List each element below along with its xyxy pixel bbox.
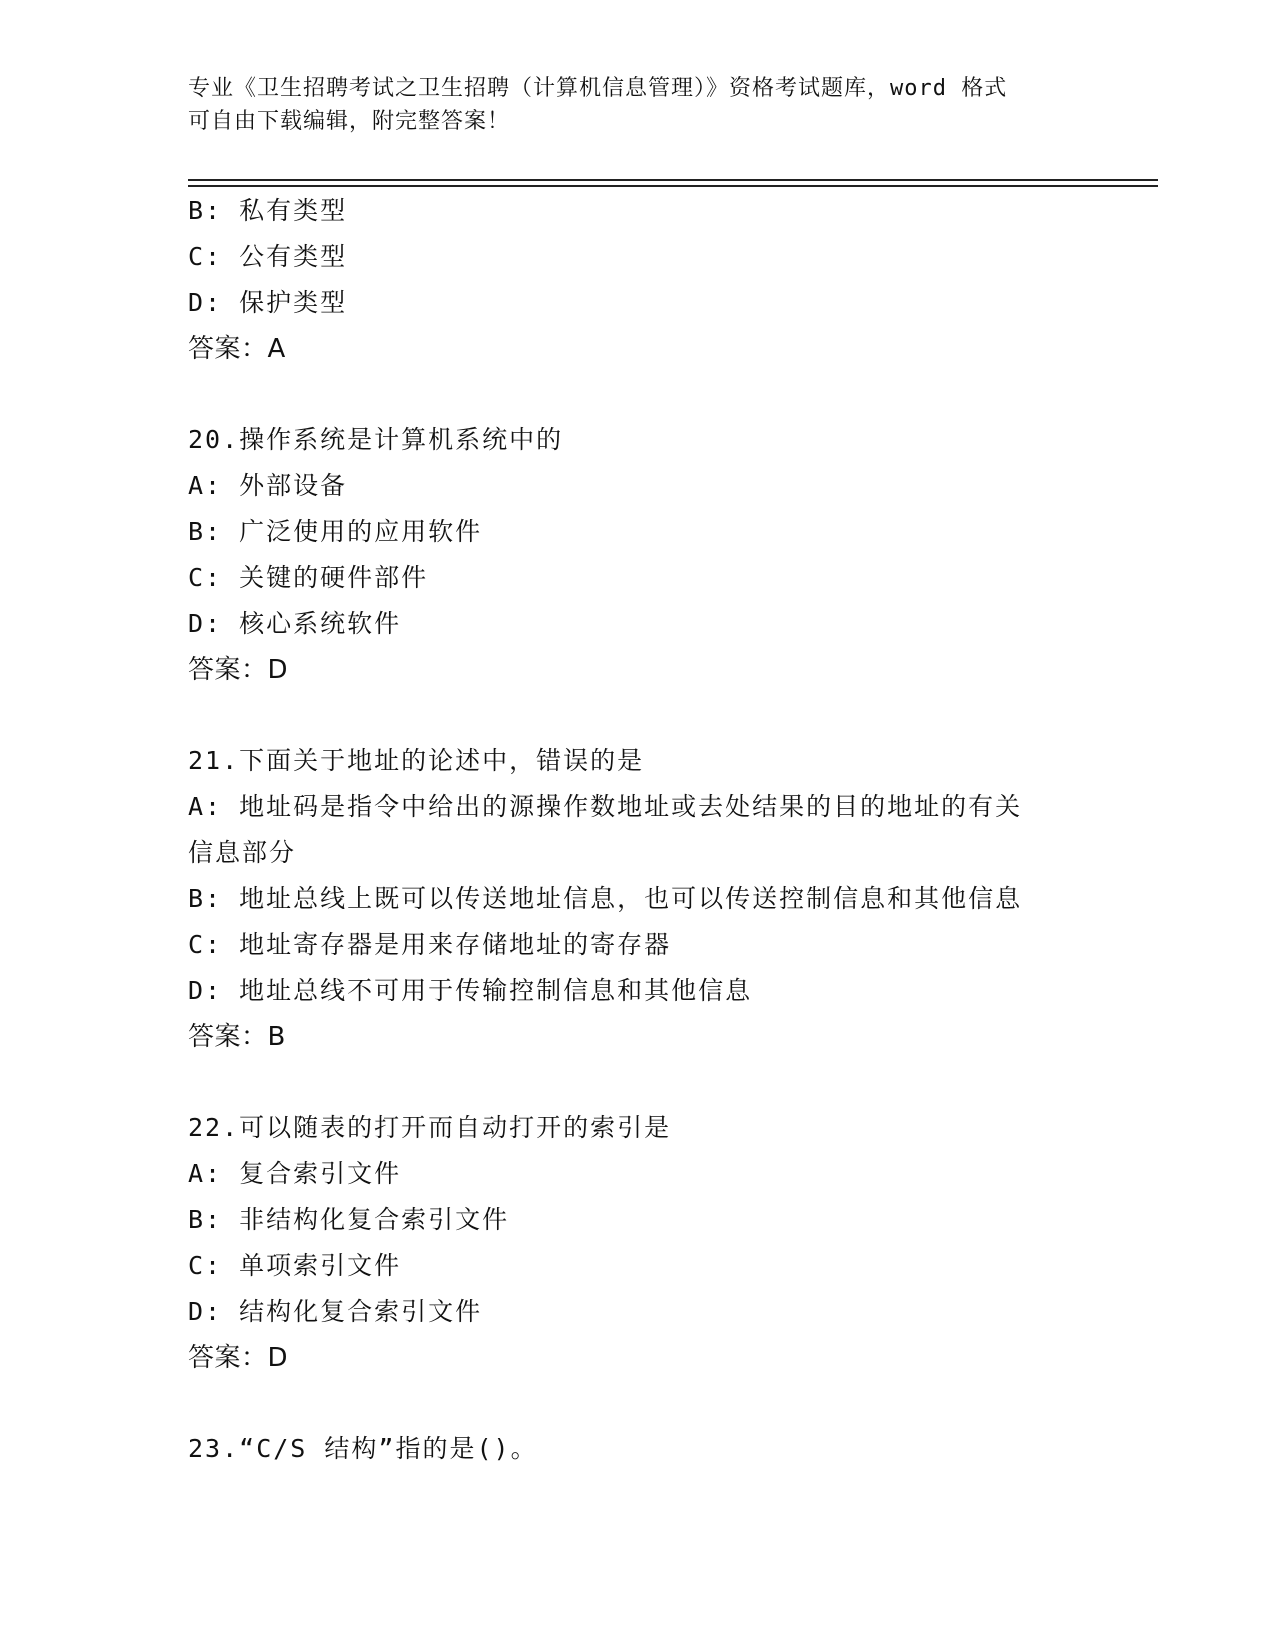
option-c: C: 地址寄存器是用来存储地址的寄存器 [188, 930, 672, 959]
spacer [188, 1381, 1088, 1426]
question-block-23 [188, 1426, 1088, 1472]
option-d: D: 地址总线不可用于传输控制信息和其他信息 [188, 976, 753, 1005]
header-title-line-2: 可自由下载编辑，附完整答案！ [188, 109, 511, 134]
answer-line: 答案：B [188, 1022, 286, 1052]
option-c: C: 单项索引文件 [188, 1251, 402, 1280]
document-header [188, 72, 1088, 138]
option-d: D: 保护类型 [188, 288, 348, 317]
question-block-22 [188, 1105, 1088, 1381]
question-text: 22.可以随表的打开而自动打开的索引是 [188, 1113, 672, 1142]
spacer [188, 1060, 1088, 1105]
answer-line: 答案：D [188, 655, 289, 685]
question-block-21 [188, 738, 1088, 1060]
option-c: C: 关键的硬件部件 [188, 563, 429, 592]
option-b: B: 私有类型 [188, 196, 348, 225]
option-b: B: 非结构化复合索引文件 [188, 1205, 510, 1234]
option-d: D: 核心系统软件 [188, 609, 402, 638]
option-a-continuation: 信息部分 [188, 838, 297, 867]
spacer [188, 693, 1088, 738]
option-c: C: 公有类型 [188, 242, 348, 271]
question-text: 20.操作系统是计算机系统中的 [188, 425, 564, 454]
header-divider-bottom [188, 185, 1158, 187]
option-b: B: 地址总线上既可以传送地址信息，也可以传送控制信息和其他信息 [188, 884, 1023, 913]
question-text: 21.下面关于地址的论述中，错误的是 [188, 746, 645, 775]
header-divider-top [188, 179, 1158, 181]
spacer [188, 372, 1088, 417]
answer-line: 答案：D [188, 1343, 289, 1373]
option-a: A: 外部设备 [188, 471, 348, 500]
option-d: D: 结构化复合索引文件 [188, 1297, 483, 1326]
option-b: B: 广泛使用的应用软件 [188, 517, 483, 546]
option-a: A: 地址码是指令中给出的源操作数地址或去处结果的目的地址的有关 [188, 792, 1023, 821]
question-block-20 [188, 417, 1088, 693]
question-list [188, 188, 1088, 1472]
header-title-line-1: 专业《卫生招聘考试之卫生招聘（计算机信息管理）》资格考试题库，word 格式 [188, 76, 1008, 101]
answer-line: 答案：A [188, 334, 286, 364]
question-block-19 [188, 188, 1088, 372]
question-text: 23.“C/S 结构”指的是()。 [188, 1434, 538, 1463]
option-a: A: 复合索引文件 [188, 1159, 402, 1188]
